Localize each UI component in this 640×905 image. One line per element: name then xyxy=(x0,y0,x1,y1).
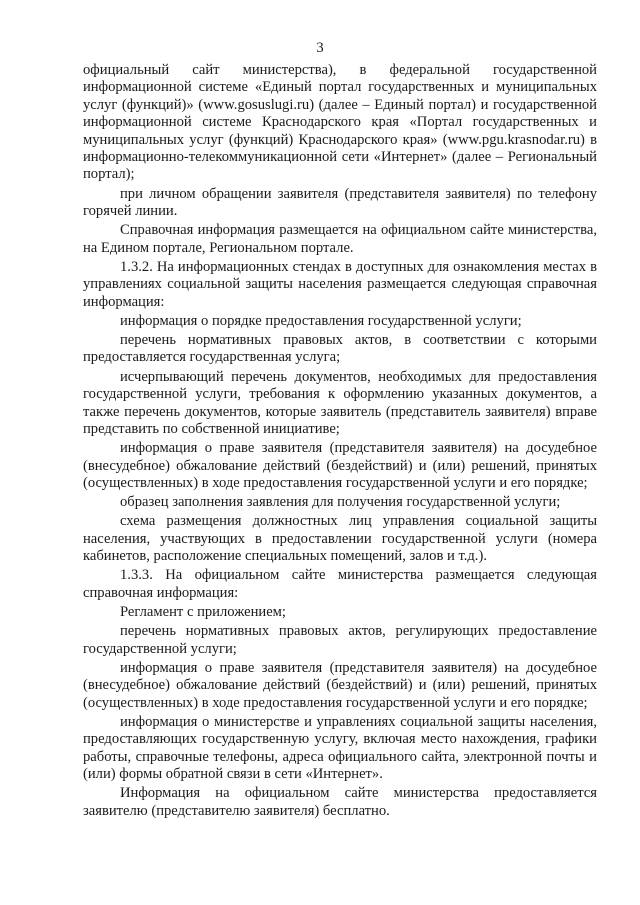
paragraph: Регламент с приложением; xyxy=(120,603,286,620)
paragraph: 1.3.2. На информационных стендах в доступных для ознакомления местах в управлениях социальной защиты населения размещается следующая справочная информация: xyxy=(83,258,597,310)
paragraph: официальный сайт министерства), в федеральной государственной информационной системе «Единый портал государственных и муниципальных услуг (функций)» (www.gosuslugi.ru) (далее – Единый портал) и государственной информационной системе Краснодарского края «Портал государственных и муниципальных услуг (функций) Краснодарского края» (www.pgu.krasnodar.ru) в информационно-телекоммуникационной сети «Интернет» (далее – Региональный портал); xyxy=(83,62,597,183)
paragraph: информация о праве заявителя (представителя заявителя) на досудебное (внесудебное) обжалование действий (бездействий) и (или) решений, принятых (осуществленных) в ходе предоставления государственной услуги и его порядке; xyxy=(83,659,597,711)
paragraph: информация о порядке предоставления государственной услуги; xyxy=(120,312,522,329)
paragraph: Справочная информация размещается на официальном сайте министерства, на Едином портале, Региональном портале. xyxy=(83,222,597,256)
paragraph: исчерпывающий перечень документов, необходимых для предоставления государственной услуги, требования к оформлению указанных документов, а также перечень документов, которые заявитель (представитель заявителя) вправе представить по собственной инициативе; xyxy=(83,368,597,437)
paragraph: схема размещения должностных лиц управления социальной защиты населения, участвующих в предоставлении государственной услуги (номера кабинетов, расположение специальных помещений, залов и т.д.). xyxy=(83,513,597,565)
paragraph: перечень нормативных правовых актов, регулирующих предоставление государственной услуги; xyxy=(83,623,597,657)
page-number: 3 xyxy=(316,40,324,56)
document-body xyxy=(83,62,597,822)
paragraph: при личном обращении заявителя (представителя заявителя) по телефону горячей линии. xyxy=(83,185,597,220)
paragraph: информация о праве заявителя (представителя заявителя) на досудебное (внесудебное) обжалование действий (бездействий) и (или) решений, принятых (осуществленных) в ходе предоставления государственной услуги и его порядке; xyxy=(83,440,597,491)
paragraph: Информация на официальном сайте министерства предоставляется заявителю (представителю заявителя) бесплатно. xyxy=(83,785,597,819)
paragraph: информация о министерстве и управлениях социальной защиты населения, предоставляющих государственную услугу, включая место нахождения, графики работы, справочные телефоны, адреса официального сайта, электронной почты и (или) формы обратной связи в сети «Интернет». xyxy=(83,713,597,782)
paragraph: перечень нормативных правовых актов, в соответствии с которыми предоставляется государственная услуга; xyxy=(83,332,597,366)
paragraph: 1.3.3. На официальном сайте министерства размещается следующая справочная информация: xyxy=(83,567,597,601)
paragraph: образец заполнения заявления для получения государственной услуги; xyxy=(120,494,561,511)
